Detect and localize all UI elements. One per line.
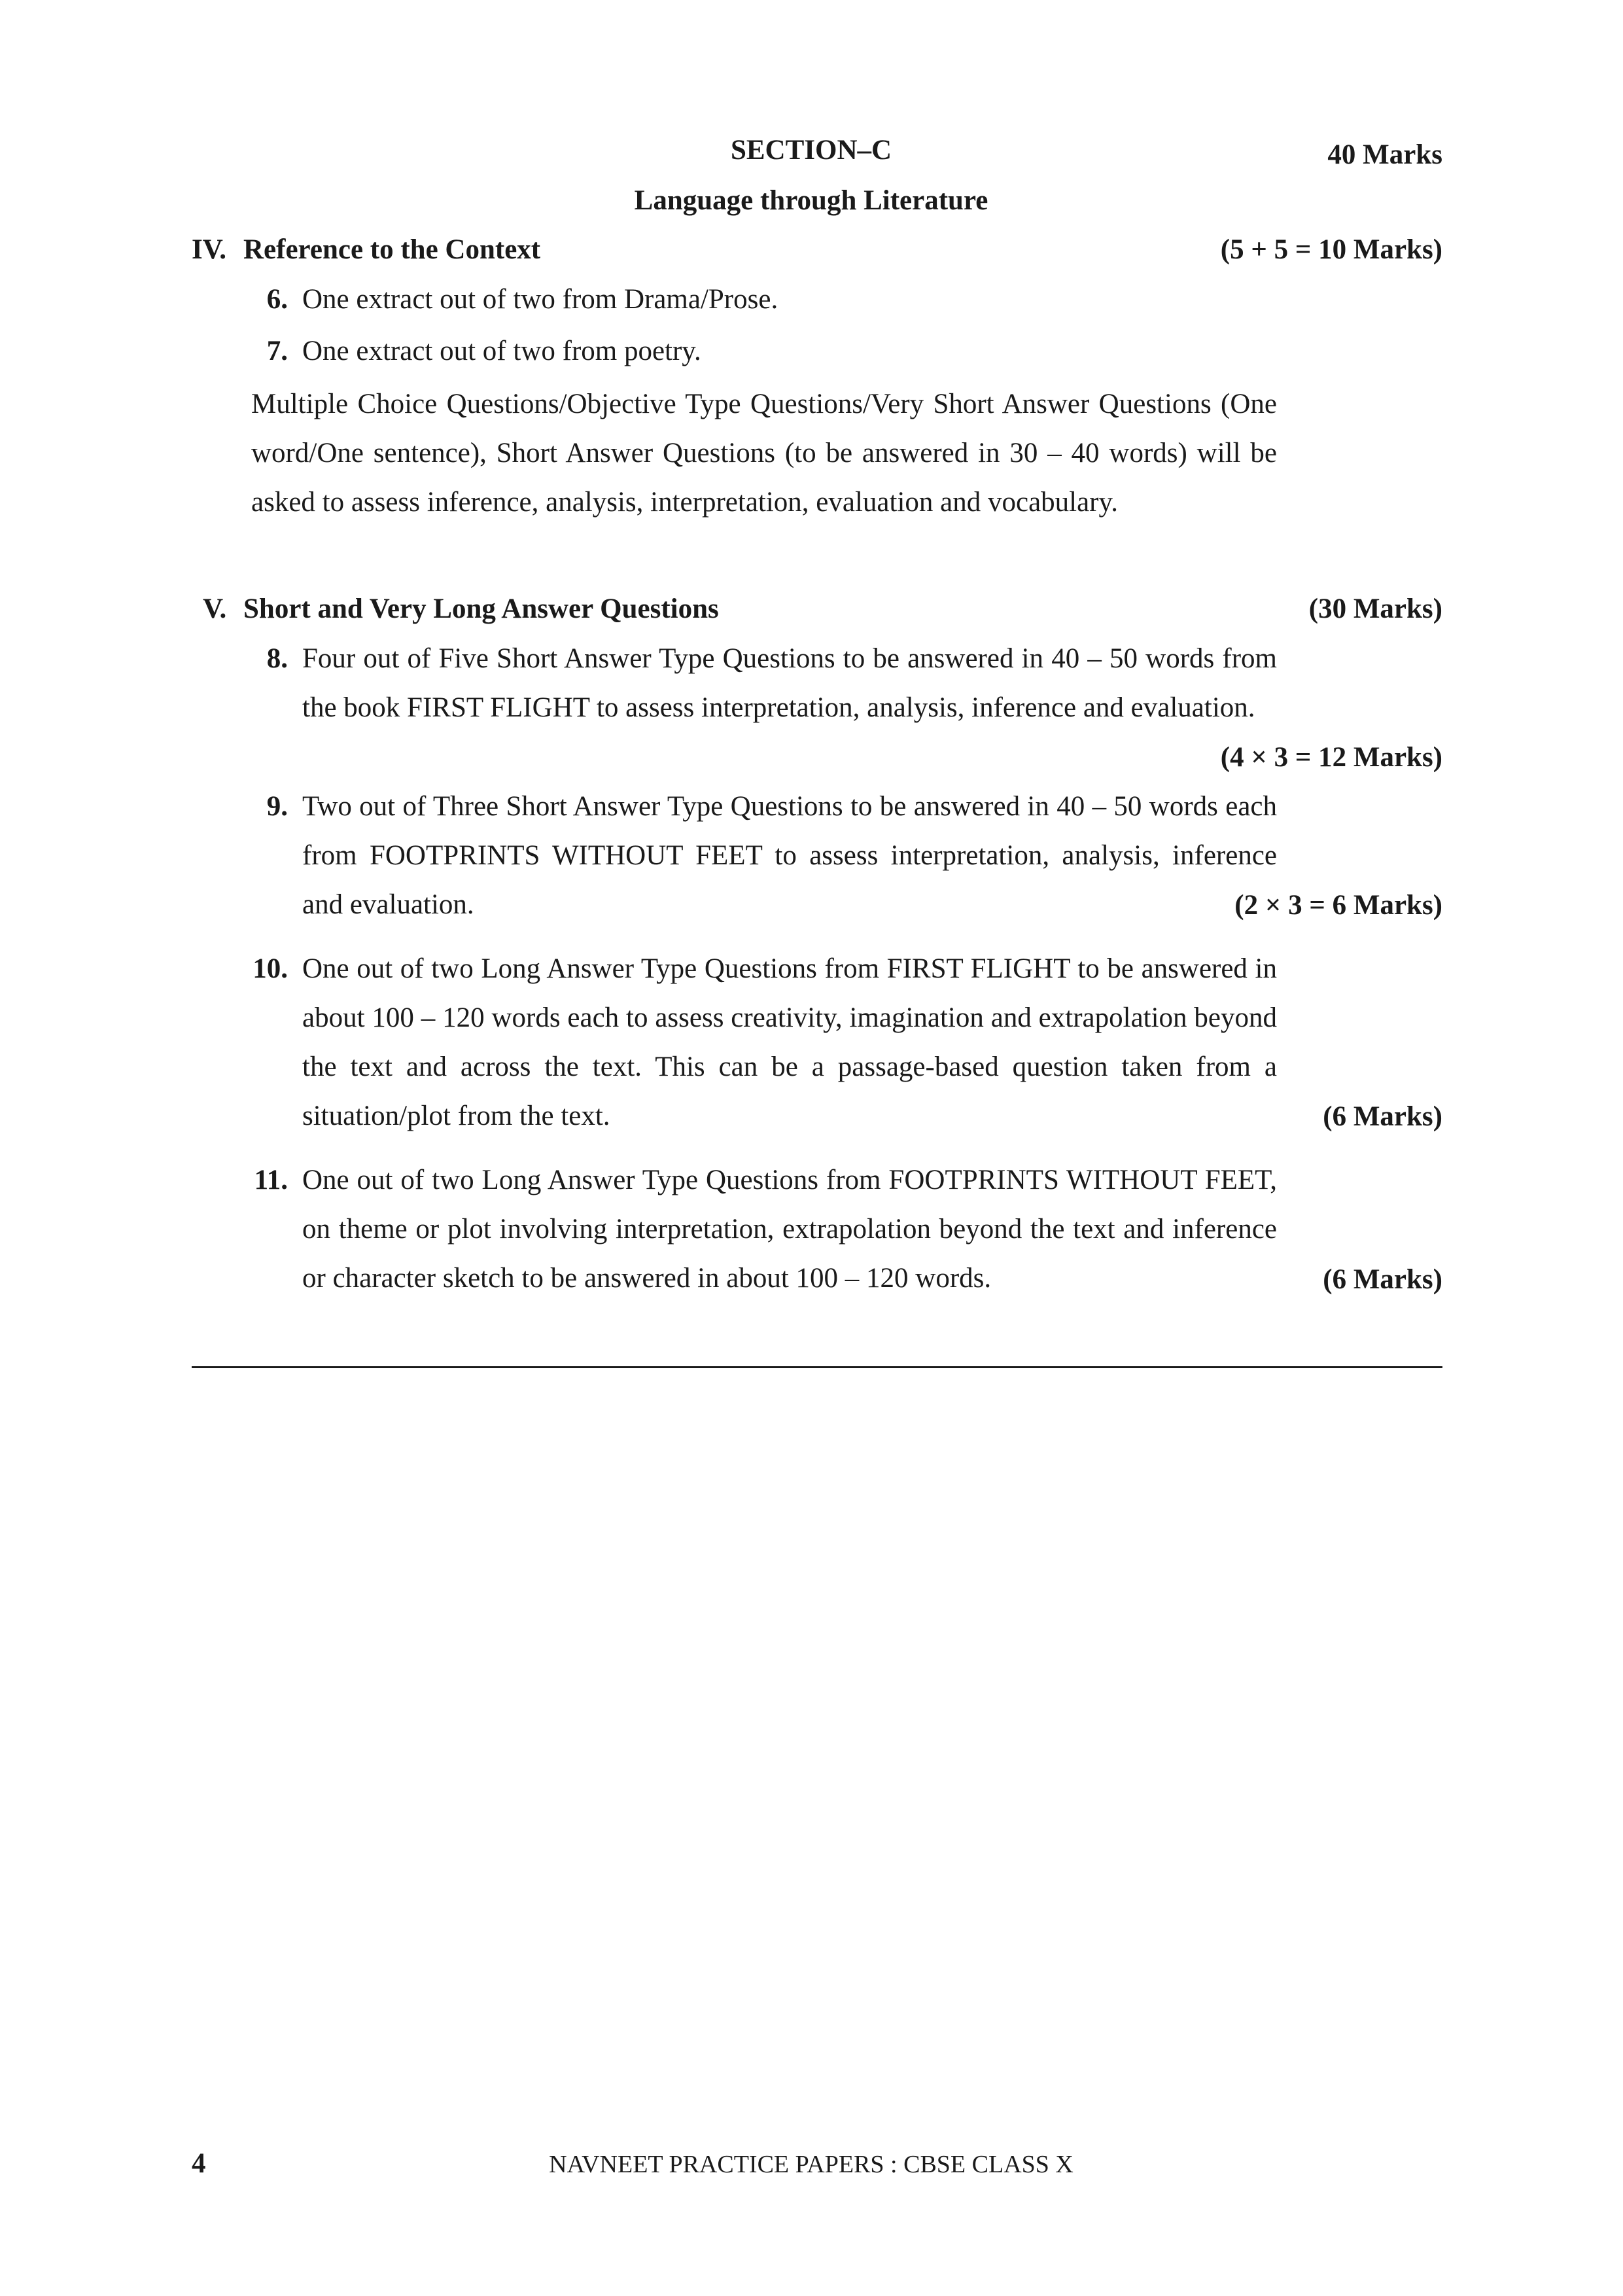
question-number: 9.	[266, 791, 288, 822]
question-number: 11.	[254, 1165, 288, 1195]
section-title: SECTION–C	[730, 135, 892, 166]
part-iv-heading: Reference to the Context	[243, 234, 541, 265]
question-number: 10.	[253, 953, 288, 984]
running-title: NAVNEET PRACTICE PAPERS : CBSE CLASS X	[549, 2151, 1073, 2178]
page-number: 4	[192, 2148, 206, 2179]
question-text: Four out of Five Short Answer Type Questions to be answered in 40 – 50 words from the book FIRST FLIGHT to assess interpretation, analysis, inference and evaluation.	[302, 643, 1277, 723]
question-text: One extract out of two from Drama/Prose.	[302, 284, 778, 315]
question-text: One extract out of two from poetry.	[302, 336, 701, 366]
question-number: 7.	[266, 336, 288, 366]
part-v-marks: (30 Marks)	[1308, 593, 1442, 624]
section-divider	[192, 1366, 1442, 1368]
part-iv-note: Multiple Choice Questions/Objective Type Questions/Very Short Answer Questions (One word/One sentence), Short Answer Questions (to be answered in 30 – 40 words) will be asked to assess inference, analysis, interpretation, evaluation and vocabulary.	[251, 389, 1277, 518]
section-marks: 40 Marks	[1327, 139, 1442, 170]
question-number: 6.	[266, 284, 288, 315]
part-iv-numeral: IV.	[192, 234, 226, 265]
question-text: Two out of Three Short Answer Type Questions to be answered in 40 – 50 words each from FOOTPRINTS WITHOUT FEET to assess interpretation, analysis, inference and evaluation.	[302, 791, 1277, 920]
question-marks: (6 Marks)	[1323, 1264, 1442, 1295]
part-iv-marks: (5 + 5 = 10 Marks)	[1220, 234, 1442, 265]
section-subtitle: Language through Literature	[634, 185, 988, 216]
question-marks: (2 × 3 = 6 Marks)	[1234, 890, 1442, 921]
question-number: 8.	[266, 643, 288, 674]
part-v-numeral: V.	[203, 593, 227, 624]
question-text: One out of two Long Answer Type Questions from FIRST FLIGHT to be answered in about 100 – 120 words each to assess creativity, imagination and extrapolation beyond the text and across the text. This can be a passage-based question taken from a situation/plot from the text.	[302, 953, 1277, 1131]
part-v-heading: Short and Very Long Answer Questions	[243, 593, 719, 624]
question-text: One out of two Long Answer Type Questions from FOOTPRINTS WITHOUT FEET, on theme or plot involving interpretation, extrapolation beyond the text and inference or character sketch to be answered in about 100 – 120 words.	[302, 1165, 1277, 1294]
question-marks: (6 Marks)	[1323, 1101, 1442, 1132]
question-marks: (4 × 3 = 12 Marks)	[1220, 742, 1442, 773]
